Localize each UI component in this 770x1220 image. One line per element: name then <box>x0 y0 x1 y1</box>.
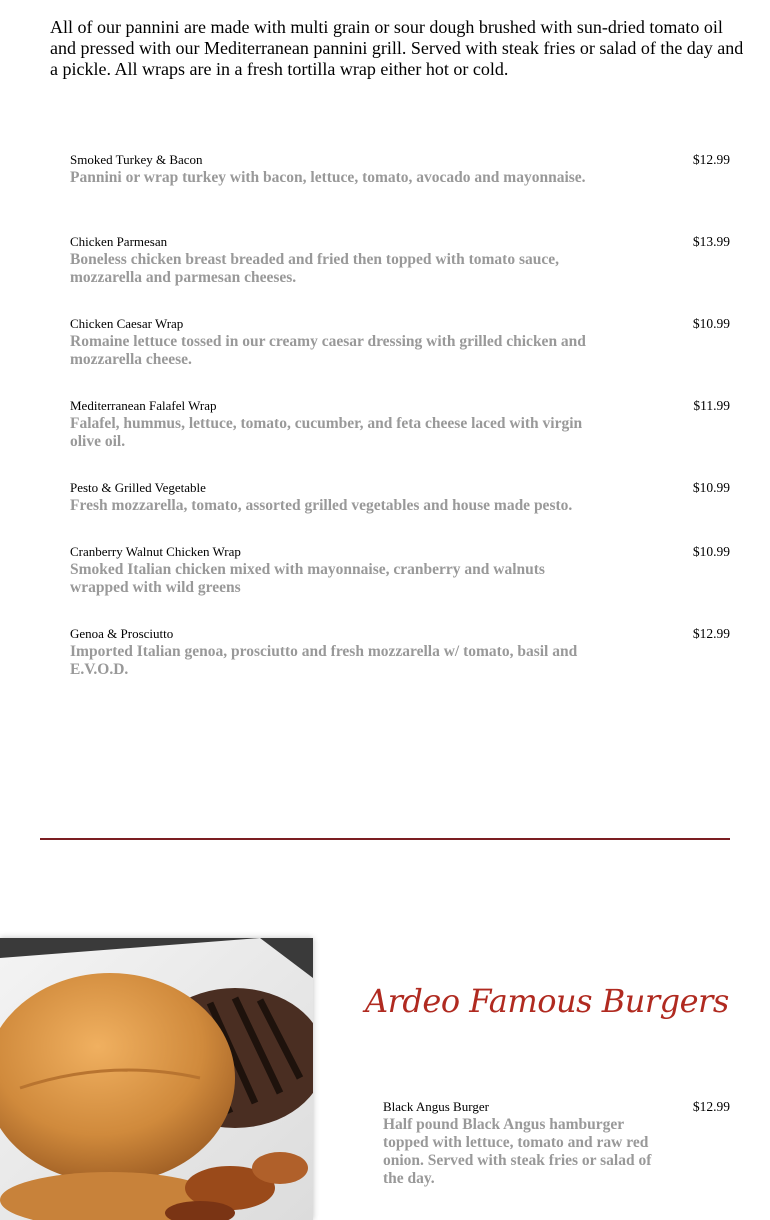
item-name: Pesto & Grilled Vegetable <box>70 480 206 495</box>
item-name: Smoked Turkey & Bacon <box>70 152 203 167</box>
item-price: $12.99 <box>692 152 730 167</box>
menu-item <box>70 316 730 369</box>
item-price: $11.99 <box>693 398 730 413</box>
item-name: Chicken Caesar Wrap <box>70 316 184 331</box>
section-title: Ardeo Famous Burgers <box>365 982 729 1020</box>
item-name: Mediterranean Falafel Wrap <box>70 398 217 413</box>
item-price: $13.99 <box>692 234 730 249</box>
menu-item <box>383 1099 730 1188</box>
item-description: Imported Italian genoa, prosciutto and fresh mozzarella w/ tomato, basil and E.V.O.D. <box>70 643 578 678</box>
item-price: $10.99 <box>692 544 730 559</box>
item-name: Cranberry Walnut Chicken Wrap <box>70 544 241 559</box>
menu-item <box>70 398 730 451</box>
item-price: $10.99 <box>692 316 730 331</box>
item-description: Fresh mozzarella, tomato, assorted grilled vegetables and house made pesto. <box>70 497 573 514</box>
section-intro: All of our pannini are made with multi grain or sour dough brushed with sun-dried tomato oil and pressed with our Mediterranean pannini grill. Served with steak fries or salad of the day and a pickle. All wraps are in a fresh tortilla wrap either hot or cold. <box>50 17 744 79</box>
burger-photo <box>0 938 313 1220</box>
item-name: Genoa & Prosciutto <box>70 626 174 641</box>
item-description: Boneless chicken breast breaded and fried then topped with tomato sauce, mozzarella and parmesan cheeses. <box>70 251 559 286</box>
item-price: $12.99 <box>692 1099 730 1114</box>
item-description: Falafel, hummus, lettuce, tomato, cucumber, and feta cheese laced with virgin olive oil. <box>70 415 583 450</box>
item-description: Smoked Italian chicken mixed with mayonnaise, cranberry and walnuts wrapped with wild greens <box>70 561 545 596</box>
item-price: $10.99 <box>692 480 730 495</box>
item-price: $12.99 <box>692 626 730 641</box>
item-description: Half pound Black Angus hamburger topped with lettuce, tomato and raw red onion. Served with steak fries or salad of the day. <box>383 1116 652 1187</box>
item-description: Pannini or wrap turkey with bacon, lettuce, tomato, avocado and mayonnaise. <box>70 169 586 186</box>
item-name: Chicken Parmesan <box>70 234 168 249</box>
item-name: Black Angus Burger <box>383 1099 489 1114</box>
menu-item <box>70 152 730 187</box>
menu-item <box>70 544 730 597</box>
section-divider <box>40 838 730 840</box>
menu-item <box>70 480 730 515</box>
menu-item <box>70 626 730 679</box>
menu-item <box>70 234 730 287</box>
item-description: Romaine lettuce tossed in our creamy caesar dressing with grilled chicken and mozzarella cheese. <box>70 333 586 368</box>
